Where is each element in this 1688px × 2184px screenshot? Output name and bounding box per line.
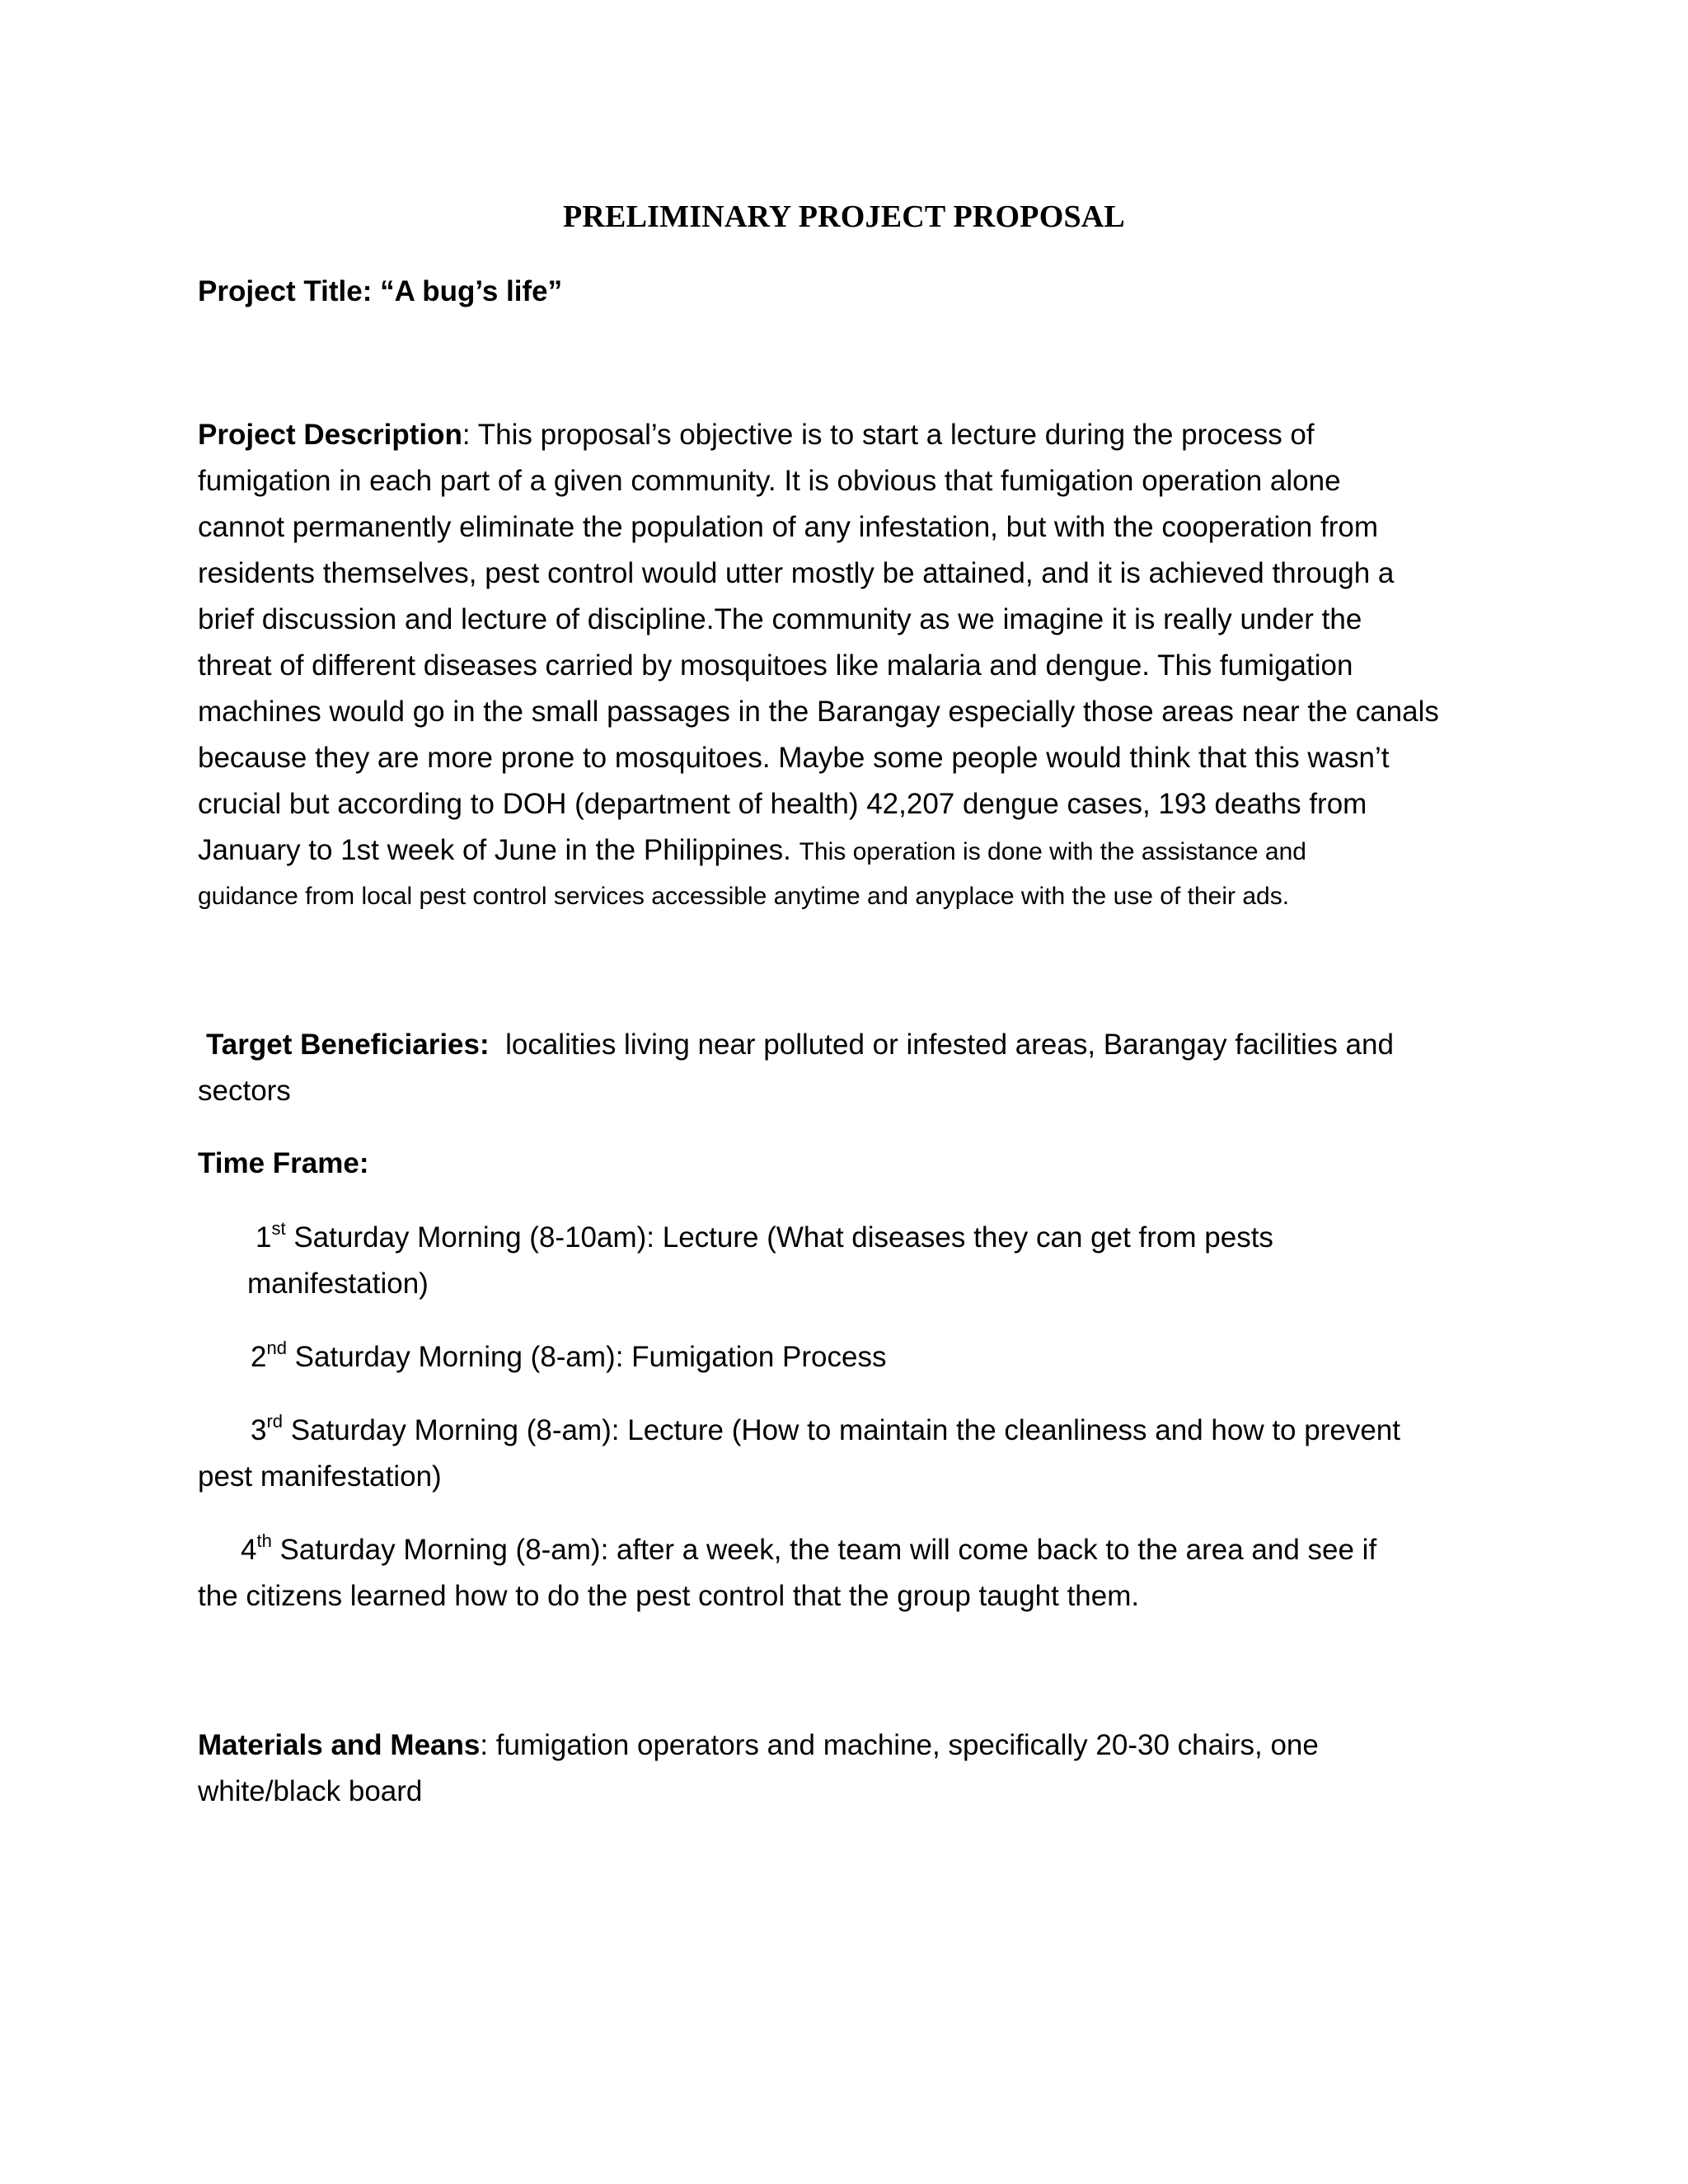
target-beneficiaries: [198, 1022, 1484, 1114]
time-frame-line: pest manifestation): [198, 1460, 442, 1493]
description-line: crucial but according to DOH (department of health) 42,207 dengue cases, 193 deaths from: [198, 788, 1367, 820]
description-line: brief discussion and lecture of discipline.The community as we imagine it is really under the: [198, 603, 1362, 635]
description-line: Project Description: This proposal’s objective is to start a lecture during the process of: [198, 419, 1315, 451]
time-frame-item-4: [198, 1527, 1484, 1619]
beneficiaries-line: sectors: [198, 1075, 291, 1107]
time-frame-line: the citizens learned how to do the pest control that the group taught them.: [198, 1580, 1140, 1612]
materials-label: Materials and Means: [198, 1729, 481, 1761]
time-frame-item-2: [198, 1334, 1484, 1380]
time-frame-line: manifestation): [247, 1268, 429, 1300]
description-line: fumigation in each part of a given community. It is obvious that fumigation operation alone: [198, 465, 1341, 497]
description-line: cannot permanently eliminate the population of any infestation, but with the cooperation from: [198, 511, 1378, 543]
time-frame-line: 3rd Saturday Morning (8-am): Lecture (How to maintain the cleanliness and how to prevent: [251, 1411, 1400, 1446]
description-label: Project Description: [198, 419, 462, 451]
materials-and-means: [198, 1722, 1484, 1815]
description-line: January to 1st week of June in the Philippines. This operation is done with the assistance and: [198, 834, 1306, 866]
time-frame-line: 2nd Saturday Morning (8-am): Fumigation Process: [251, 1338, 887, 1373]
time-frame-item-1: [198, 1215, 1484, 1307]
description-small-text: This operation is done with the assistance and: [799, 838, 1306, 865]
time-frame-line: 1st Saturday Morning (8-10am): Lecture (What diseases they can get from pests: [256, 1218, 1273, 1254]
time-frame-heading: [198, 1141, 1484, 1187]
project-title-label: Project Title: “A bug’s life”: [198, 275, 563, 307]
materials-line: white/black board: [198, 1775, 423, 1807]
materials-line: Materials and Means: fumigation operators and machine, specifically 20-30 chairs, one: [198, 1729, 1319, 1761]
description-line: because they are more prone to mosquitoes. Maybe some people would think that this wasn’t: [198, 742, 1390, 774]
description-line: threat of different diseases carried by mosquitoes like malaria and dengue. This fumigation: [198, 649, 1353, 682]
time-frame-label: Time Frame:: [198, 1147, 369, 1179]
document-title: PRELIMINARY PROJECT PROPOSAL: [563, 199, 1125, 234]
description-small-line: guidance from local pest control services accessible anytime and anyplace with the use of their ads.: [198, 883, 1290, 910]
description-line: residents themselves, pest control would utter mostly be attained, and it is achieved through a: [198, 557, 1395, 589]
description-line: machines would go in the small passages in the Barangay especially those areas near the canals: [198, 696, 1439, 728]
time-frame-item-3: [198, 1408, 1484, 1500]
beneficiaries-line: Target Beneficiaries: localities living near polluted or infested areas, Barangay facilities and: [198, 1022, 1484, 1068]
project-title: [198, 269, 1484, 315]
beneficiaries-label: Target Beneficiaries:: [206, 1029, 490, 1061]
project-description: [198, 412, 1484, 920]
time-frame-line: 4th Saturday Morning (8-am): after a week, the team will come back to the area and see if: [241, 1530, 1377, 1566]
